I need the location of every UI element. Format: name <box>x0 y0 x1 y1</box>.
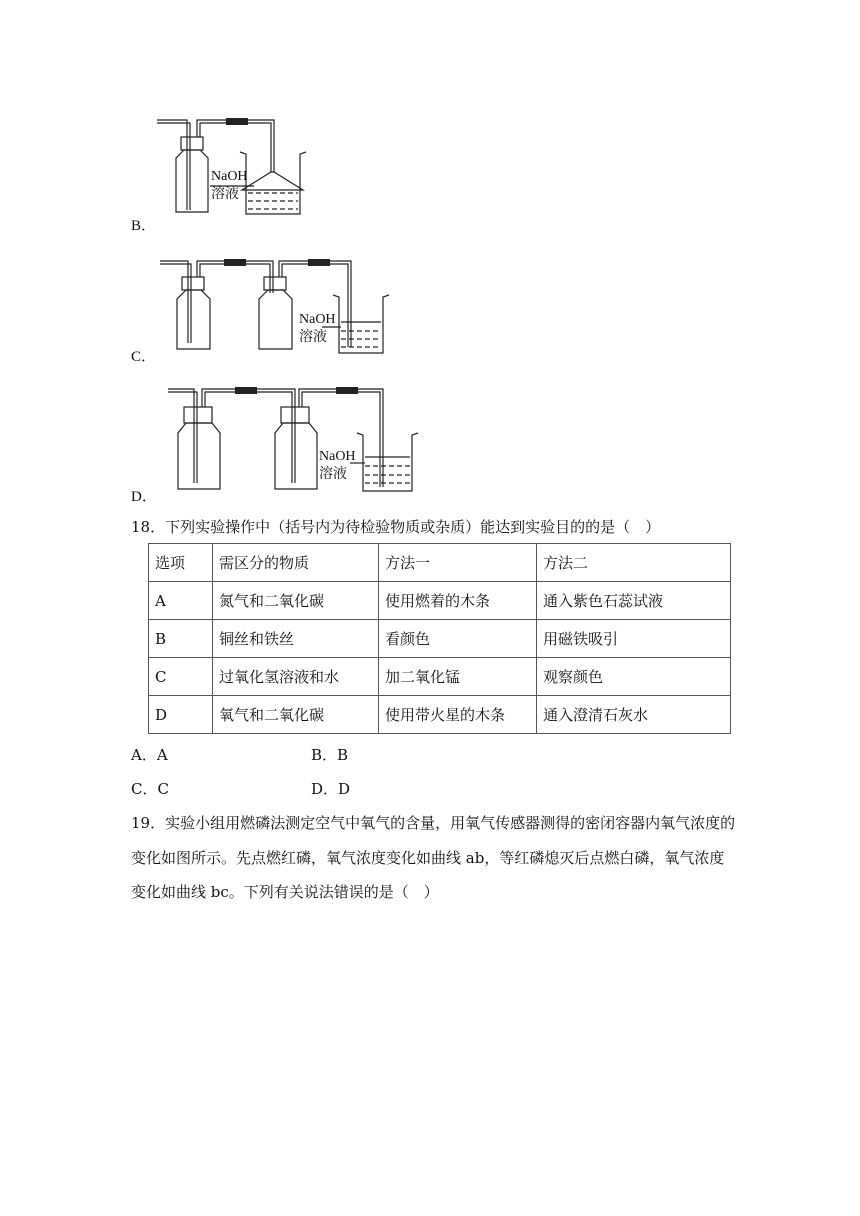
answer-choices-row-1 <box>131 744 348 765</box>
table-row <box>149 696 731 734</box>
table-row <box>149 582 731 620</box>
option-label-d: D． <box>131 489 157 505</box>
table-header-row <box>149 544 731 582</box>
question-19-line-3: 变化如曲线 bc。下列有关说法错误的是（ ） <box>131 883 439 901</box>
answer-choices-row-2 <box>131 778 350 799</box>
option-label-c: C． <box>131 349 157 365</box>
naoh-label-b: NaOH <box>211 169 248 184</box>
table-row <box>149 620 731 658</box>
question-18-table <box>148 543 731 734</box>
solution-label-c: 溶液 <box>299 330 327 345</box>
table-cell: C <box>149 658 213 696</box>
choice-b[interactable]: B．B <box>311 746 349 764</box>
table-cell: 通入澄清石灰水 <box>537 696 731 734</box>
choice-c[interactable]: C．C <box>131 780 169 798</box>
table-header-cell: 需区分的物质 <box>213 544 379 582</box>
apparatus-figure-b <box>150 110 320 220</box>
table-cell: 观察颜色 <box>537 658 731 696</box>
table-cell: 使用燃着的木条 <box>379 582 537 620</box>
question-19-line-2: 变化如图所示。先点燃红磷，氧气浓度变化如曲线 ab，等红磷熄灭后点燃白磷，氧气浓度 <box>131 849 725 867</box>
table-cell: 使用带火星的木条 <box>379 696 537 734</box>
apparatus-figure-d <box>160 383 420 495</box>
table-cell: B <box>149 620 213 658</box>
table-cell: 过氧化氢溶液和水 <box>213 658 379 696</box>
choice-d[interactable]: D．D <box>311 780 351 798</box>
question-19-line-1: 19．实验小组用燃磷法测定空气中氧气的含量，用氧气传感器测得的密闭容器内氧气浓度的 <box>131 814 736 832</box>
table-header-cell: 选项 <box>149 544 213 582</box>
table-cell: 铜丝和铁丝 <box>213 620 379 658</box>
table-row <box>149 658 731 696</box>
apparatus-figure-c <box>155 255 395 355</box>
table-header-cell: 方法二 <box>537 544 731 582</box>
table-header-cell: 方法一 <box>379 544 537 582</box>
table-cell: 通入紫色石蕊试液 <box>537 582 731 620</box>
choice-a[interactable]: A．A <box>131 746 168 764</box>
table-cell: D <box>149 696 213 734</box>
table-cell: 氮气和二氧化碳 <box>213 582 379 620</box>
solution-label-b: 溶液 <box>211 187 239 202</box>
naoh-label-d: NaOH <box>319 449 356 464</box>
table-cell: 加二氧化锰 <box>379 658 537 696</box>
table-cell: 氧气和二氧化碳 <box>213 696 379 734</box>
table-cell: A <box>149 582 213 620</box>
table-cell: 看颜色 <box>379 620 537 658</box>
naoh-label-c: NaOH <box>299 312 336 327</box>
option-label-b: B． <box>131 218 157 234</box>
solution-label-d: 溶液 <box>319 467 347 482</box>
table-cell: 用磁铁吸引 <box>537 620 731 658</box>
question-18-stem: 18．下列实验操作中（括号内为待检验物质或杂质）能达到实验目的的是（ ） <box>131 518 661 536</box>
